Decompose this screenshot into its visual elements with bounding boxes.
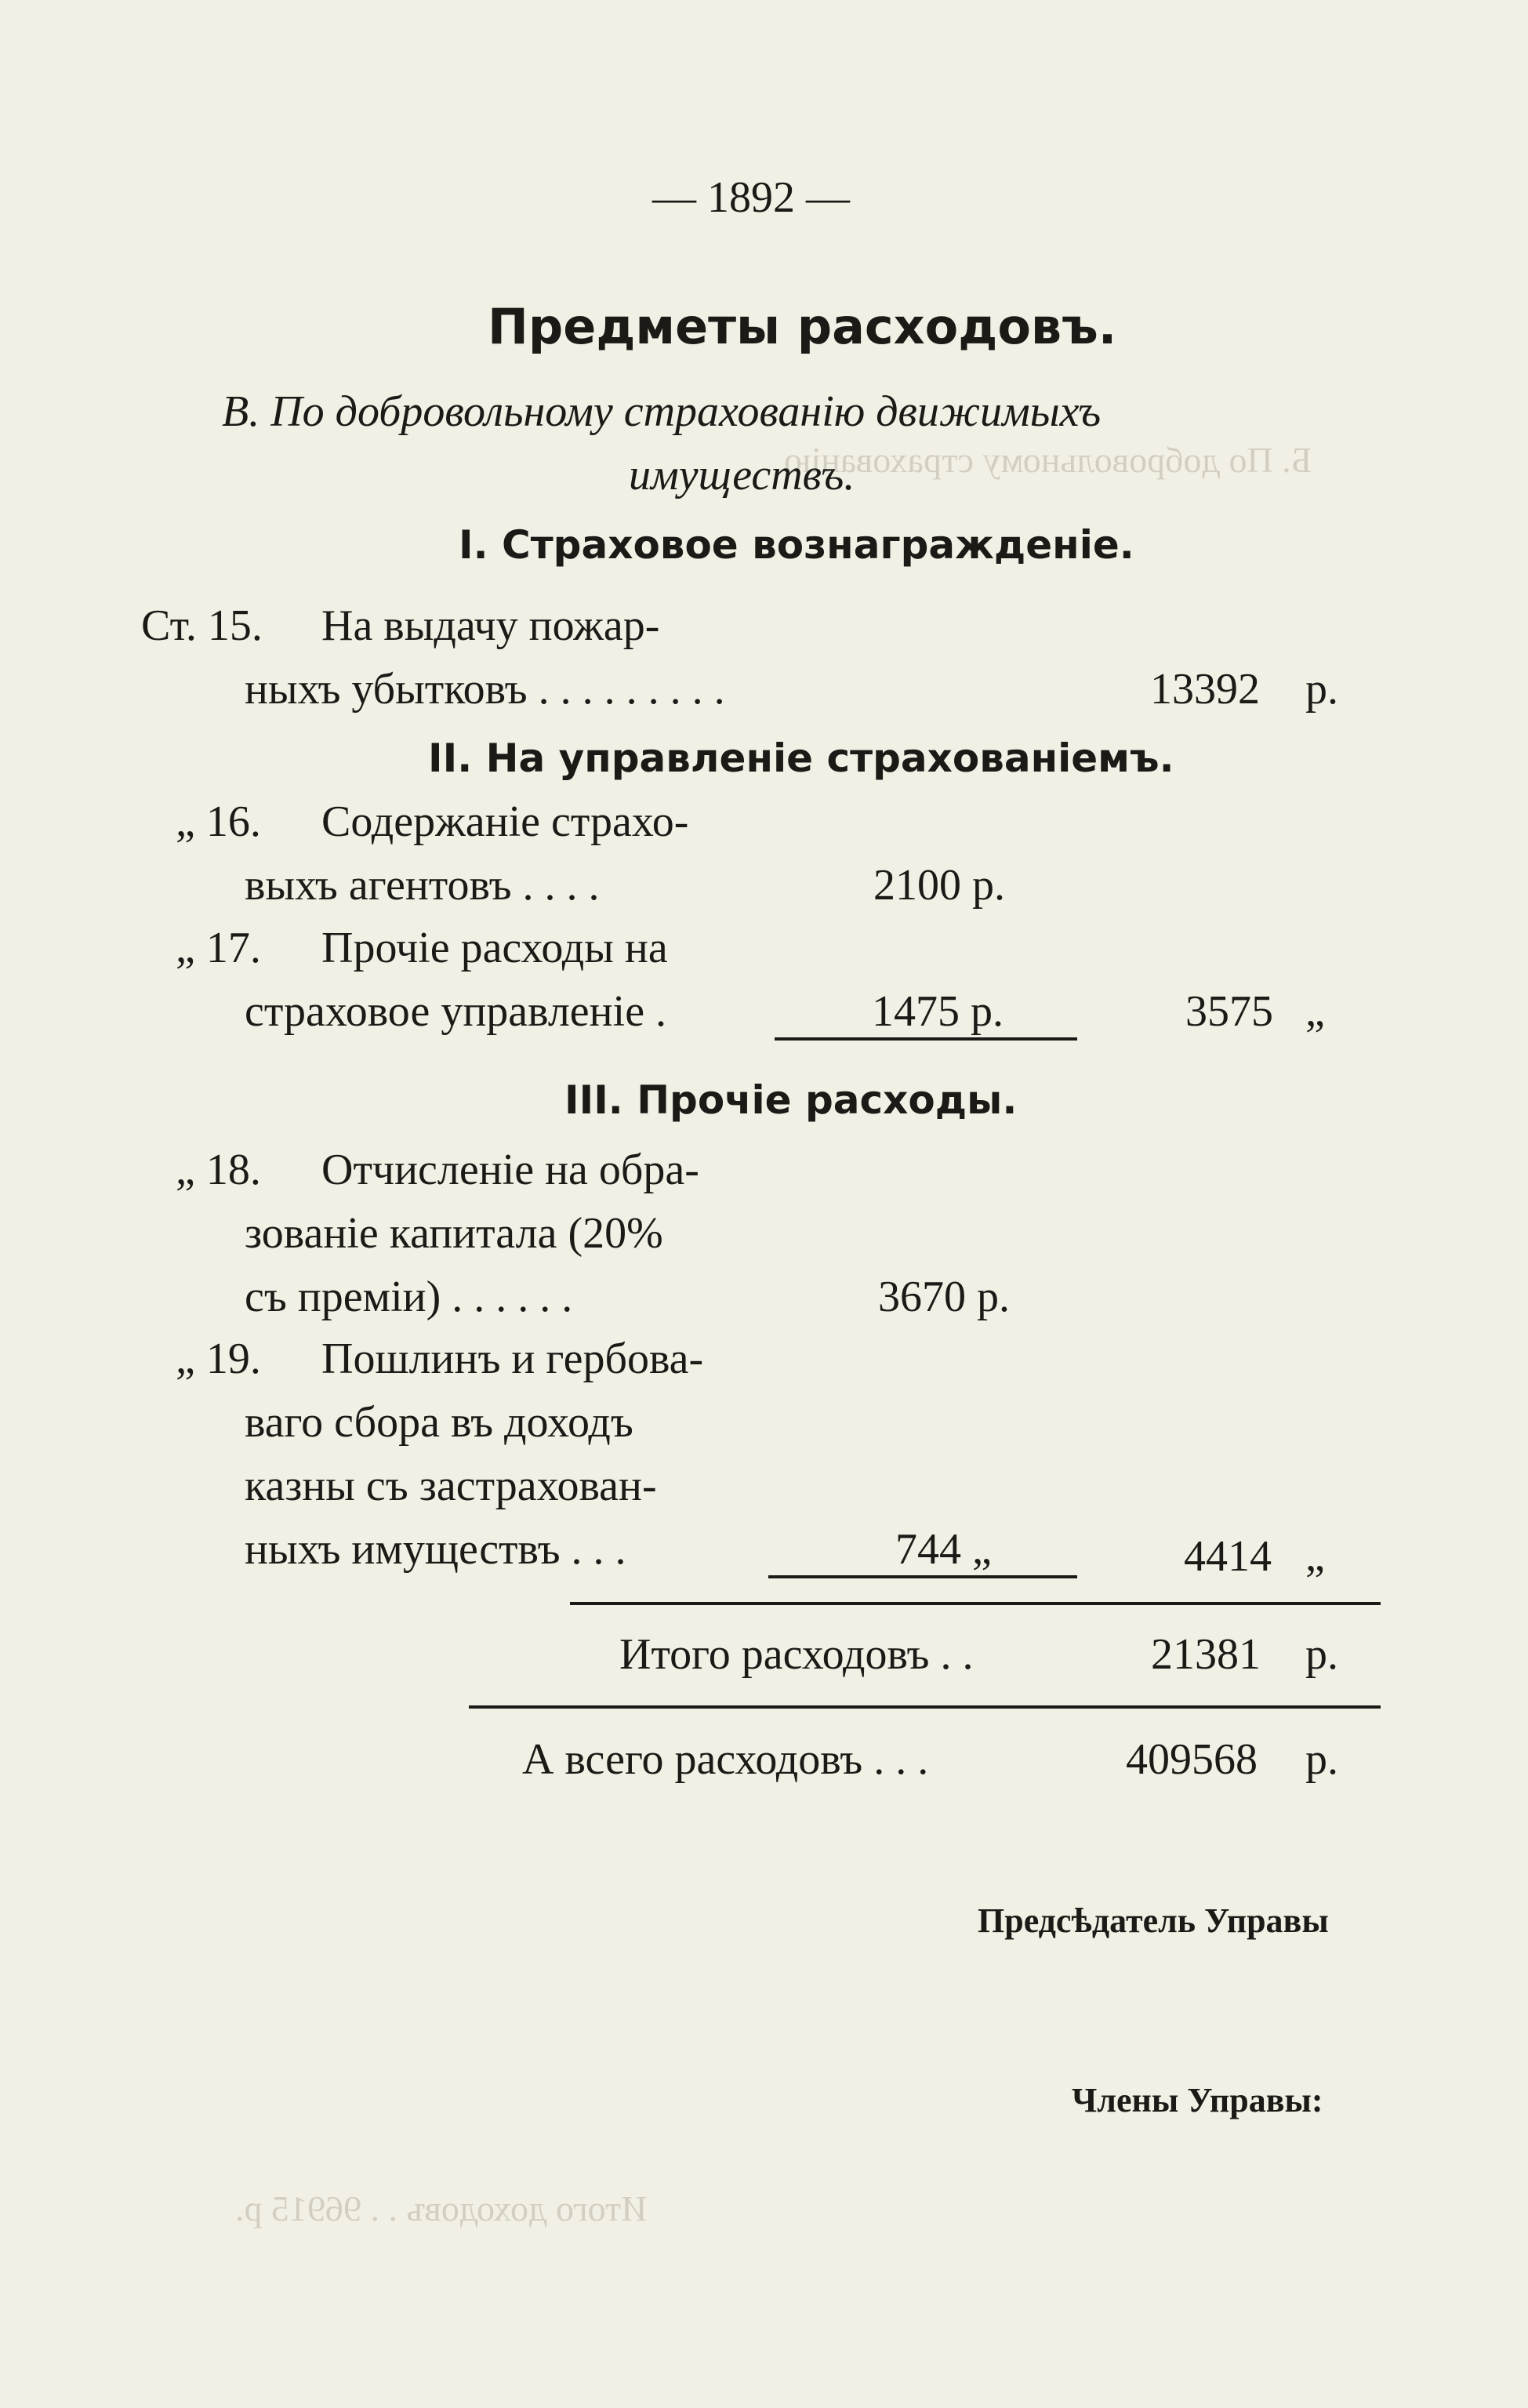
- item-text-line: казны съ застрахован-: [245, 1462, 657, 1510]
- subtotal-amount: 21381: [1151, 1630, 1261, 1679]
- item-text-line: ваго сбора въ доходъ: [245, 1398, 633, 1447]
- item-text-line: выхъ агентовъ . . . .: [245, 861, 600, 910]
- bleed-through-text: Б. По добровольному страхованію: [784, 440, 1312, 480]
- item-label: „ 19.: [176, 1335, 261, 1383]
- page-number: — 1892 —: [652, 173, 850, 222]
- item-sub-amount: 3670 р.: [878, 1273, 1010, 1321]
- section-title: III. Прочіе расходы.: [564, 1077, 1018, 1123]
- item-unit: р.: [1305, 665, 1338, 714]
- subtotal-label: Итого расходовъ . .: [619, 1630, 974, 1679]
- item-text-line: ныхъ имуществъ . . .: [245, 1525, 626, 1574]
- item-sub-amount: 2100 р.: [873, 861, 1005, 910]
- item-label: Ст. 15.: [141, 601, 263, 650]
- chairman-signature-line: Предсѣдатель Управы: [978, 1901, 1329, 1940]
- item-text-line: Прочіе расходы на: [321, 924, 668, 972]
- item-sub-amount: 744 „: [895, 1525, 992, 1574]
- item-label: „ 18.: [176, 1146, 261, 1194]
- grand-total-label: А всего расходовъ . . .: [522, 1735, 929, 1784]
- section-title: I. Страховое вознагражденіе.: [459, 522, 1134, 568]
- item-text-line: зованіе капитала (20%: [245, 1209, 663, 1258]
- item-text-line: Содержаніе страхо-: [321, 797, 689, 846]
- item-total: 3575: [1185, 987, 1273, 1036]
- item-text-line: ныхъ убытковъ . . . . . . . . .: [245, 665, 725, 714]
- item-label: „ 17.: [176, 924, 261, 972]
- item-text-line: На выдачу пожар-: [321, 601, 660, 650]
- item-text-line: Отчисленіе на обра-: [321, 1146, 699, 1194]
- subtitle-line-1: В. По добровольному страхованію движимыхъ: [222, 387, 1102, 436]
- item-unit: „: [1305, 1532, 1325, 1581]
- subtotal-unit: р.: [1305, 1630, 1338, 1679]
- item-sub-amount: 1475 р.: [872, 987, 1004, 1036]
- item-label: „ 16.: [176, 797, 261, 846]
- members-signature-line: Члены Управы:: [1072, 2081, 1323, 2119]
- total-rule: [570, 1602, 1381, 1605]
- item-total: 13392: [1150, 665, 1260, 714]
- bleed-through-text: Итого доходовъ . . 96915 р.: [235, 2188, 648, 2228]
- item-text-line: Пошлинъ и гербова-: [321, 1335, 704, 1383]
- item-total: 4414: [1184, 1532, 1272, 1581]
- underline-rule: [775, 1037, 1077, 1041]
- grand-total-unit: р.: [1305, 1735, 1338, 1784]
- underline-rule: [768, 1575, 1077, 1578]
- total-rule: [469, 1705, 1381, 1709]
- subtitle-line-2: имуществъ.: [629, 451, 855, 499]
- item-unit: „: [1305, 987, 1325, 1036]
- item-text-line: съ преміи) . . . . . .: [245, 1273, 573, 1321]
- page-title: Предметы расходовъ.: [488, 298, 1117, 355]
- section-title: II. На управленіе страхованіемъ.: [428, 735, 1174, 781]
- grand-total-amount: 409568: [1126, 1735, 1258, 1784]
- item-text-line: страховое управленіе .: [245, 987, 667, 1036]
